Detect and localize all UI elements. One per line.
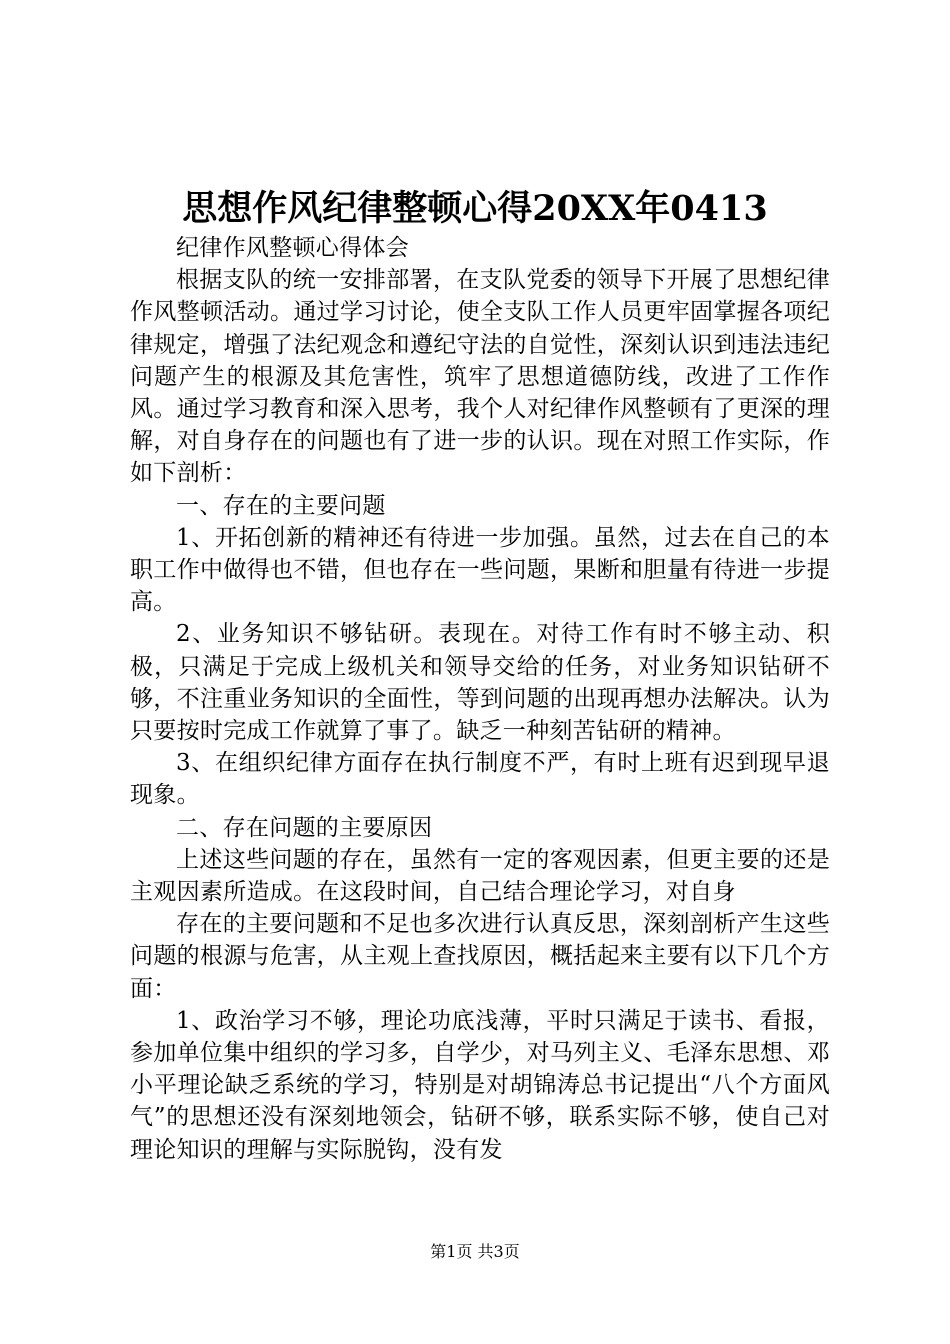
paragraph-causes-reflection: 存在的主要问题和不足也多次进行认真反思，深刻剖析产生这些问题的根源与危害，从主观上查找原因，概括起来主要有以下几个方面： [130,911,830,1002]
page-number-footer: 第1页 共3页 [430,1242,520,1261]
document-title: 思想作风纪律整顿心得20XX年0413 [182,188,768,229]
section-heading-main-causes: 二、存在问题的主要原因 [176,814,433,841]
document-body [130,232,830,1166]
paragraph-problem-2: 2、业务知识不够钻研。表现在。对待工作有时不够主动、积极，只满足于完成上级机关和领导交给的任务，对业务知识钻研不够，不注重业务知识的全面性，等到问题的出现再想办法解决。认为只要按时完成工作就算了事了。缺乏一种刻苦钻研的精神。 [130,621,830,745]
paragraph-problem-3: 3、在组织纪律方面存在执行制度不严，有时上班有迟到现早退现象。 [130,750,830,809]
paragraph-intro: 根据支队的统一安排部署，在支队党委的领导下开展了思想纪律作风整顿活动。通过学习讨论，使全支队工作人员更牢固掌握各项纪律规定，增强了法纪观念和遵纪守法的自觉性，深刻认识到违法违纪问题产生的根源及其危害性，筑牢了思想道德防线，改进了工作作风。通过学习教育和深入思考，我个人对纪律作风整顿有了更深的理解，对自身存在的问题也有了进一步的认识。现在对照工作实际，作如下剖析： [130,267,830,487]
paragraph-subtitle: 纪律作风整顿心得体会 [176,235,409,261]
section-heading-main-problems: 一、存在的主要问题 [176,492,386,519]
paragraph-problem-1: 1、开拓创新的精神还有待进一步加强。虽然，过去在自己的本职工作中做得也不错，但也存在一些问题，果断和胆量有待进一步提高。 [130,524,830,616]
paragraph-causes-intro: 上述这些问题的存在，虽然有一定的客观因素，但更主要的还是主观因素所造成。在这段时间，自己结合理论学习，对自身 [130,846,830,906]
paragraph-cause-1: 1、政治学习不够，理论功底浅薄，平时只满足于读书、看报，参加单位集中组织的学习多，自学少，对马列主义、毛泽东思想、邓小平理论缺乏系统的学习，特别是对胡锦涛总书记提出“八个方面风气”的思想还没有深刻地领会，钻研不够，联系实际不够，使自己对理论知识的理解与实际脱钩，没有发 [130,1007,830,1163]
